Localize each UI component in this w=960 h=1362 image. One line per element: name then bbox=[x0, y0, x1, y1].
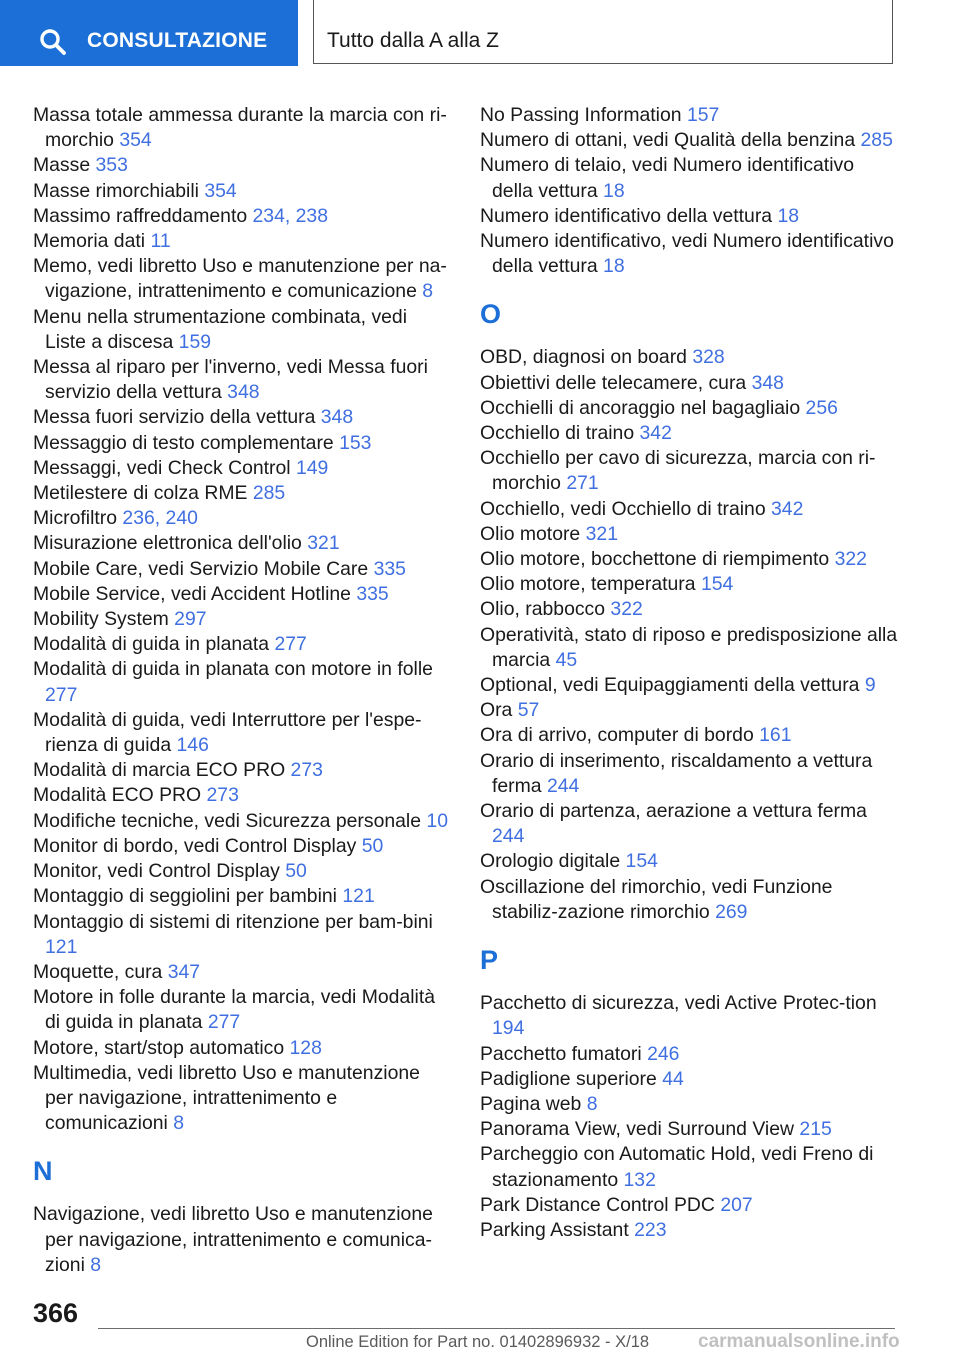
page-reference-link[interactable]: 342 bbox=[639, 422, 672, 445]
page-header bbox=[0, 0, 960, 66]
index-entry bbox=[33, 834, 453, 859]
page-reference-link[interactable]: 8 bbox=[422, 280, 434, 303]
page-reference-link[interactable]: 273 bbox=[206, 784, 239, 807]
page-reference-link[interactable]: 9 bbox=[864, 674, 876, 697]
index-column-left bbox=[33, 103, 453, 1278]
page-reference-link[interactable]: 244 bbox=[492, 825, 525, 848]
index-entry bbox=[480, 698, 900, 723]
page-reference-link[interactable]: 10 bbox=[426, 809, 448, 832]
index-entry bbox=[33, 783, 453, 808]
index-entry-text: Padiglione superiore bbox=[480, 1067, 657, 1090]
index-entry-text: Monitor di bordo, vedi Control Display bbox=[33, 834, 357, 857]
page-reference-link[interactable]: 322 bbox=[610, 598, 643, 621]
page-reference-link[interactable]: 321 bbox=[307, 532, 340, 555]
index-entry bbox=[480, 128, 900, 153]
page-reference-link[interactable]: 223 bbox=[634, 1218, 667, 1241]
page-reference-link[interactable]: 57 bbox=[517, 699, 540, 722]
index-entry-text: No Passing Information bbox=[480, 104, 682, 126]
page-reference-link[interactable]: 11 bbox=[150, 230, 171, 253]
index-entry bbox=[480, 396, 900, 421]
index-entry-text: Orario di inserimento, riscaldamento a vettura ferma bbox=[480, 749, 873, 797]
index-entry bbox=[33, 859, 453, 884]
page-reference-link[interactable]: 50 bbox=[361, 834, 384, 857]
page-reference-link[interactable]: 342 bbox=[771, 497, 804, 520]
index-entry-text: Messaggio di testo complementare bbox=[33, 431, 334, 454]
footer-divider bbox=[98, 1328, 895, 1329]
page-reference-link[interactable]: 146 bbox=[176, 734, 209, 757]
index-entry-text: Modalità di marcia ECO PRO bbox=[33, 759, 286, 782]
index-entry-text: Pagina web bbox=[480, 1092, 582, 1115]
index-entry bbox=[33, 960, 453, 985]
index-entry bbox=[480, 1193, 900, 1218]
page-reference-link[interactable]: 335 bbox=[373, 557, 406, 580]
page-reference-link[interactable]: 348 bbox=[320, 406, 354, 429]
index-entry bbox=[480, 799, 900, 849]
index-entry bbox=[33, 481, 453, 506]
section-label: CONSULTAZIONE bbox=[87, 29, 268, 52]
index-entry-text: Parcheggio con Automatic Hold, vedi Freno di stazionamento bbox=[480, 1143, 874, 1191]
page-reference-link[interactable]: 348 bbox=[227, 381, 260, 404]
index-entry bbox=[480, 749, 900, 799]
page-reference-link[interactable]: 207 bbox=[720, 1193, 753, 1216]
index-entry-text: Modalità ECO PRO bbox=[33, 784, 202, 807]
index-entry bbox=[480, 421, 900, 446]
page-reference-link[interactable]: 18 bbox=[603, 255, 625, 278]
index-entry-text: Microfiltro bbox=[33, 507, 118, 530]
index-entry-text: Occhiello, vedi Occhiello di traino bbox=[480, 497, 766, 520]
index-entry-text: Modalità di guida in planata bbox=[33, 633, 270, 656]
index-entry-text: Olio motore bbox=[480, 522, 581, 545]
page-number: 366 bbox=[33, 1298, 79, 1328]
index-entry bbox=[480, 723, 900, 748]
index-column-right bbox=[480, 103, 900, 1243]
index-entry-text: Modalità di guida in planata con motore in folle bbox=[33, 658, 433, 681]
index-entry-text: OBD, diagnosi on board bbox=[480, 346, 687, 369]
index-entry-text: Numero di telaio, vedi Numero identificativo della vettura bbox=[480, 154, 854, 202]
index-entry-text: Numero identificativo della vettura bbox=[480, 204, 773, 227]
page-reference-link[interactable]: 348 bbox=[751, 371, 784, 394]
footer-edition: Online Edition for Part no. 01402896932 - X/18 bbox=[306, 1333, 650, 1351]
page-reference-link[interactable]: 347 bbox=[167, 960, 201, 983]
index-entry-text: Multimedia, vedi libretto Uso e manutenzione per navigazione, intrattenimento e comunicazioni bbox=[33, 1061, 420, 1135]
page-reference-link[interactable]: 132 bbox=[623, 1168, 656, 1191]
index-entry bbox=[33, 531, 453, 556]
index-entry-text: Motore in folle durante la marcia, vedi Modalità di guida in planata bbox=[33, 986, 436, 1034]
index-entry-text: Numero identificativo, vedi Numero identificativo della vettura bbox=[480, 230, 894, 278]
page-reference-link[interactable]: 8 bbox=[586, 1092, 598, 1115]
index-entry-text: Panorama View, vedi Surround View bbox=[480, 1118, 795, 1141]
index-entry bbox=[33, 103, 453, 153]
index-entry bbox=[480, 1042, 900, 1067]
index-entry-text: Oscillazione del rimorchio, vedi Funzione stabiliz-zazione rimorchio bbox=[480, 875, 833, 923]
index-entry bbox=[480, 1142, 900, 1192]
index-entry-text: Misurazione elettronica dell'olio bbox=[33, 532, 302, 555]
page-reference-link[interactable]: 269 bbox=[715, 900, 748, 923]
index-entry bbox=[33, 657, 453, 707]
page-reference-link[interactable]: 285 bbox=[252, 482, 286, 505]
index-entry-text: Numero di ottani, vedi Qualità della benzina bbox=[480, 129, 856, 152]
page-reference-link[interactable]: 354 bbox=[204, 179, 237, 202]
index-entry bbox=[33, 254, 453, 304]
page-reference-link[interactable]: 353 bbox=[95, 154, 128, 177]
page-reference-link[interactable]: 121 bbox=[45, 935, 78, 958]
page-reference-link[interactable]: 285 bbox=[860, 129, 893, 152]
index-entry bbox=[33, 884, 453, 909]
index-entry bbox=[480, 103, 900, 128]
index-entry-text: Memo, vedi libretto Uso e manutenzione per na-vigazione, intrattenimento e comunicazione bbox=[33, 255, 447, 303]
index-entry bbox=[480, 849, 900, 874]
page-reference-link[interactable]: 354 bbox=[119, 129, 152, 152]
index-entry bbox=[33, 557, 453, 582]
page-reference-link[interactable]: 154 bbox=[625, 850, 658, 873]
index-entry-text: Olio, rabbocco bbox=[480, 598, 606, 621]
index-entry bbox=[480, 623, 900, 673]
index-entry bbox=[33, 1202, 453, 1278]
index-entry-text: Monitor, vedi Control Display bbox=[33, 860, 280, 883]
index-entry bbox=[480, 991, 900, 1041]
index-entry-text: Olio motore, temperatura bbox=[480, 573, 696, 596]
index-entry-text: Occhiello per cavo di sicurezza, marcia con ri-morchio bbox=[480, 447, 876, 495]
index-entry bbox=[480, 229, 900, 279]
index-entry bbox=[33, 632, 453, 657]
search-icon bbox=[38, 27, 68, 57]
index-entry bbox=[480, 371, 900, 396]
page-reference-link[interactable]: 273 bbox=[290, 759, 323, 782]
index-entry bbox=[33, 355, 453, 405]
page-reference-link[interactable]: 44 bbox=[662, 1067, 684, 1090]
page-reference-link[interactable]: 244 bbox=[546, 774, 580, 797]
section-title: Tutto dalla A alla Z bbox=[327, 29, 499, 52]
index-entry bbox=[33, 229, 453, 254]
page-reference-link[interactable]: 121 bbox=[342, 885, 375, 908]
page-reference-link[interactable]: 277 bbox=[207, 1011, 241, 1034]
index-entry bbox=[480, 204, 900, 229]
page-reference-link[interactable]: 8 bbox=[173, 1112, 185, 1135]
page-reference-link[interactable]: 8 bbox=[90, 1253, 102, 1276]
index-entry-text: Ora bbox=[480, 699, 513, 722]
index-entry-text: Olio motore, bocchettone di riempimento bbox=[480, 548, 830, 571]
page-reference-link[interactable]: 45 bbox=[555, 648, 578, 671]
page-reference-link[interactable]: 18 bbox=[777, 204, 800, 227]
index-entry bbox=[33, 1036, 453, 1061]
index-entry bbox=[33, 153, 453, 178]
index-entry bbox=[33, 305, 453, 355]
page-reference-link[interactable]: 153 bbox=[339, 431, 372, 454]
index-entry bbox=[33, 582, 453, 607]
index-entry-text: Menu nella strumentazione combinata, vedi Liste a discesa bbox=[33, 305, 408, 353]
index-entry-text: Pacchetto fumatori bbox=[480, 1042, 642, 1065]
page-reference-link[interactable]: 277 bbox=[45, 683, 78, 706]
index-entry-text: Pacchetto di sicurezza, vedi Active Protec-tion bbox=[480, 992, 877, 1015]
index-entry bbox=[33, 405, 453, 430]
page-reference-link[interactable]: 157 bbox=[686, 104, 720, 126]
index-entry-text: Mobility System bbox=[33, 608, 169, 631]
index-entry bbox=[480, 875, 900, 925]
page-reference-link[interactable]: 236, 240 bbox=[122, 507, 198, 530]
index-entry-text: Orario di partenza, aerazione a vettura ferma bbox=[480, 800, 867, 823]
index-entry-text: Motore, start/stop automatico bbox=[33, 1036, 285, 1059]
index-entry-text: Memoria dati bbox=[33, 230, 146, 253]
page-reference-link[interactable]: 256 bbox=[805, 396, 838, 419]
page-reference-link[interactable]: 322 bbox=[834, 548, 867, 571]
index-entry-text: Obiettivi delle telecamere, cura bbox=[480, 371, 747, 394]
index-entry-text: Mobile Care, vedi Servizio Mobile Care bbox=[33, 557, 369, 580]
index-entry bbox=[480, 446, 900, 496]
index-entry bbox=[480, 1067, 900, 1092]
index-entry-text: Messa al riparo per l'inverno, vedi Messa fuori servizio della vettura bbox=[33, 356, 428, 404]
index-letter-heading: N bbox=[33, 1156, 53, 1187]
index-entry bbox=[33, 431, 453, 456]
index-entry bbox=[33, 708, 453, 758]
index-entry bbox=[33, 204, 453, 229]
section-tab-consultazione[interactable] bbox=[0, 0, 298, 66]
index-letter-heading: O bbox=[480, 299, 502, 330]
page-reference-link[interactable]: 215 bbox=[799, 1118, 832, 1141]
index-entry bbox=[33, 758, 453, 783]
index-entry-text: Parking Assistant bbox=[480, 1218, 629, 1241]
index-entry-text: Metilestere di colza RME bbox=[33, 482, 248, 505]
index-entry-text: Orologio digitale bbox=[480, 850, 621, 873]
index-entry bbox=[480, 522, 900, 547]
page-reference-link[interactable]: 277 bbox=[274, 633, 307, 656]
index-entry bbox=[480, 597, 900, 622]
index-entry-text: Modifiche tecniche, vedi Sicurezza personale bbox=[33, 809, 422, 832]
index-entry-text: Masse bbox=[33, 154, 91, 177]
index-entry-text: Mobile Service, vedi Accident Hotline bbox=[33, 582, 351, 605]
index-entry bbox=[480, 497, 900, 522]
section-title-box bbox=[313, 0, 893, 64]
index-entry bbox=[33, 910, 453, 960]
index-entry bbox=[480, 673, 900, 698]
index-entry bbox=[33, 985, 453, 1035]
index-entry bbox=[33, 1061, 453, 1137]
page-reference-link[interactable]: 50 bbox=[285, 860, 307, 883]
index-entry bbox=[33, 607, 453, 632]
index-entry-text: Modalità di guida, vedi Interruttore per l'espe-rienza di guida bbox=[33, 708, 422, 757]
index-entry-text: Occhiello di traino bbox=[480, 422, 635, 445]
page-reference-link[interactable]: 194 bbox=[492, 1017, 525, 1040]
index-entry-text: Park Distance Control PDC bbox=[480, 1193, 715, 1216]
index-entry bbox=[33, 179, 453, 204]
index-entry-text: Massimo raffreddamento bbox=[33, 204, 248, 227]
index-entry-text: Navigazione, vedi libretto Uso e manutenzione per navigazione, intrattenimento e comunica-zioni bbox=[33, 1203, 433, 1276]
index-entry bbox=[480, 345, 900, 370]
page-reference-link[interactable]: 328 bbox=[692, 346, 725, 369]
index-entry bbox=[33, 506, 453, 531]
page-reference-link[interactable]: 321 bbox=[585, 522, 618, 545]
index-entry-text: Occhielli di ancoraggio nel bagagliaio bbox=[480, 396, 801, 419]
index-entry bbox=[480, 1218, 900, 1243]
page-reference-link[interactable]: 246 bbox=[647, 1042, 680, 1065]
index-entry-text: Moquette, cura bbox=[33, 960, 163, 983]
index-entry-text: Messaggi, vedi Check Control bbox=[33, 456, 291, 479]
index-entry-text: Messa fuori servizio della vettura bbox=[33, 406, 316, 429]
page-reference-link[interactable]: 297 bbox=[174, 608, 207, 631]
page-reference-link[interactable]: 18 bbox=[603, 179, 625, 202]
index-entry bbox=[480, 1092, 900, 1117]
index-entry-text: Optional, vedi Equipaggiamenti della vettura bbox=[480, 674, 860, 697]
index-entry-text: Montaggio di seggiolini per bambini bbox=[33, 885, 337, 908]
page-reference-link[interactable]: 161 bbox=[759, 724, 792, 747]
index-entry bbox=[33, 456, 453, 481]
page-reference-link[interactable]: 154 bbox=[700, 573, 734, 596]
index-letter-heading: P bbox=[480, 945, 499, 976]
index-entry-text: Massa totale ammessa durante la marcia con ri-morchio bbox=[33, 104, 447, 152]
index-entry bbox=[480, 572, 900, 597]
page-reference-link[interactable]: 234, 238 bbox=[252, 204, 328, 227]
footer-watermark: carmanualsonline.info bbox=[698, 1331, 900, 1352]
page-reference-link[interactable]: 335 bbox=[356, 582, 389, 605]
index-entry-text: Operatività, stato di riposo e predisposizione alla marcia bbox=[480, 623, 898, 671]
page-reference-link[interactable]: 128 bbox=[289, 1036, 322, 1059]
index-entry bbox=[480, 1117, 900, 1142]
index-entry bbox=[33, 809, 453, 834]
page-reference-link[interactable]: 271 bbox=[566, 472, 599, 495]
index-entry-text: Ora di arrivo, computer di bordo bbox=[480, 724, 754, 747]
index-entry bbox=[480, 547, 900, 572]
index-entry-text: Montaggio di sistemi di ritenzione per bam-bini bbox=[33, 910, 433, 933]
page-reference-link[interactable]: 159 bbox=[178, 330, 212, 353]
page-reference-link[interactable]: 149 bbox=[295, 456, 329, 479]
index-entry bbox=[480, 153, 900, 203]
index-entry-text: Masse rimorchiabili bbox=[33, 179, 199, 202]
